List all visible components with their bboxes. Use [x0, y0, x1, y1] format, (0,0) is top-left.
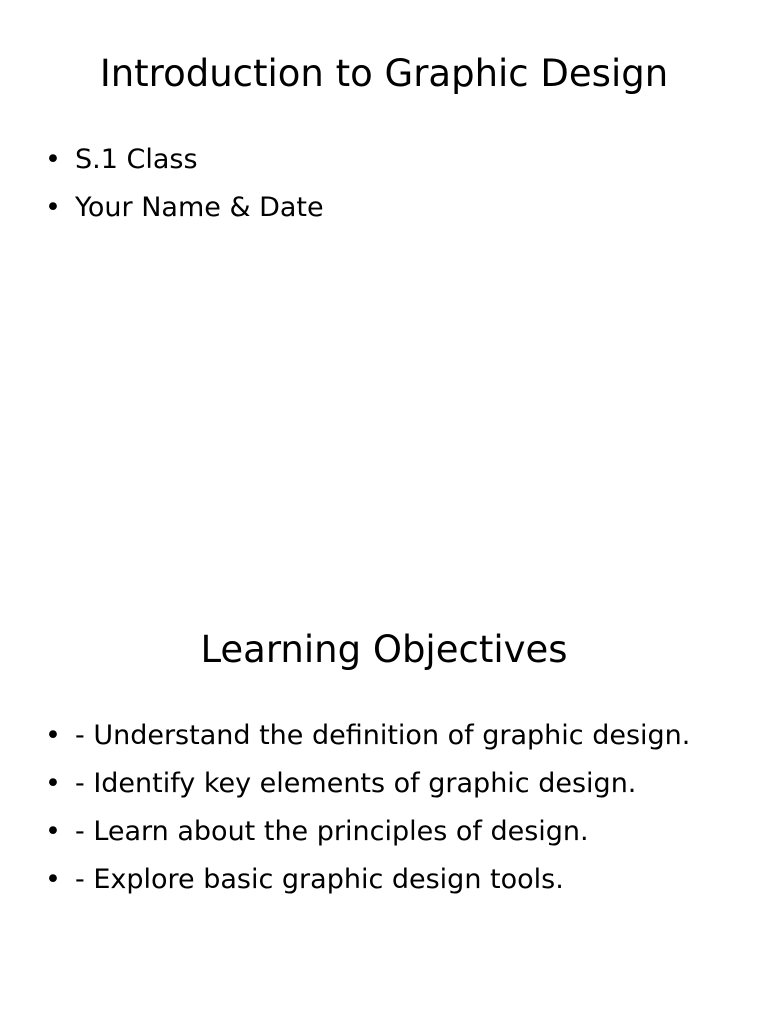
bullet-list: [40, 140, 748, 236]
bullet-icon: •: [45, 816, 61, 847]
bullet-text: - Identify key elements of graphic design.: [75, 768, 637, 799]
bullet-icon: •: [45, 720, 61, 751]
bullet-item: [40, 716, 748, 764]
slide-learning-objectives: [0, 512, 768, 1024]
slide-title: Introduction to Graphic Design: [99, 52, 669, 95]
bullet-text: - Learn about the principles of design.: [75, 816, 589, 847]
bullet-list: [40, 716, 748, 908]
bullet-text: Your Name & Date: [75, 192, 324, 223]
slide-title: Learning Objectives: [200, 628, 568, 671]
bullet-item: [40, 812, 748, 860]
bullet-text: S.1 Class: [75, 144, 198, 175]
bullet-icon: •: [45, 864, 61, 895]
bullet-item: [40, 764, 748, 812]
bullet-text: - Explore basic graphic design tools.: [75, 864, 564, 895]
bullet-text: - Understand the definition of graphic design.: [75, 720, 691, 751]
bullet-item: [40, 860, 748, 908]
bullet-icon: •: [45, 768, 61, 799]
bullet-item: [40, 188, 748, 236]
bullet-item: [40, 140, 748, 188]
bullet-icon: •: [45, 144, 61, 175]
bullet-icon: •: [45, 192, 61, 223]
